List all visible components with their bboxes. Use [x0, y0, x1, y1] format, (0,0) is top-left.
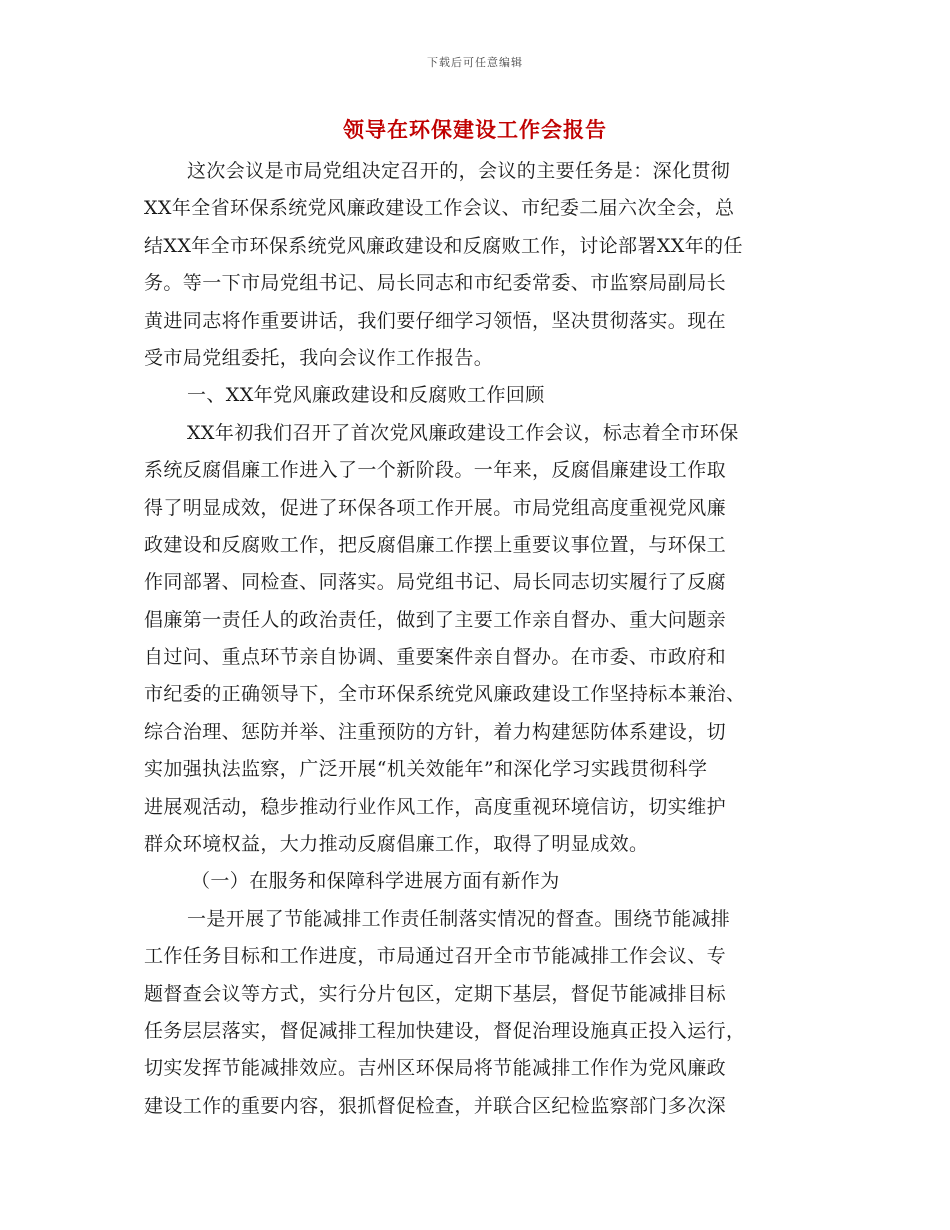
body-line: 受市局党组委托，我向会议作工作报告。: [144, 346, 494, 369]
body-line: 作同部署、同检查、同落实。局党组书记、局长同志切实履行了反腐: [144, 571, 727, 594]
document-title: 领导在环保建设工作会报告: [343, 117, 607, 142]
body-line: 建设工作的重要内容，狠抓督促检查，并联合区纪检监察部门多次深: [144, 1094, 727, 1117]
body-line: 自过问、重点环节亲自协调、重要案件亲自督办。在市委、市政府和: [144, 646, 727, 669]
body-line: XX年全省环保系统党风廉政建设工作会议、市纪委二届六次全会，总: [144, 197, 735, 220]
body-line: 倡廉第一责任人的政治责任，做到了主要工作亲自督办、重大问题亲: [144, 608, 727, 631]
body-line: 综合治理、惩防并举、注重预防的方针，着力构建惩防体系建设，切: [144, 720, 727, 743]
body-line: 切实发挥节能减排效应。吉州区环保局将节能减排工作作为党风廉政: [144, 1057, 727, 1080]
body-line: 系统反腐倡廉工作进入了一个新阶段。一年来，反腐倡廉建设工作取: [144, 459, 727, 482]
document-body: [144, 153, 810, 1125]
body-line: 实加强执法监察，广泛开展“机关效能年”和深化学习实践贯彻科学: [144, 758, 708, 781]
body-line: XX年初我们召开了首次党风廉政建设工作会议，标志着全市环保: [187, 421, 739, 444]
header-note: 下载后可任意编辑: [427, 56, 523, 69]
body-line: 任务层层落实，督促减排工程加快建设，督促治理设施真正投入运行，: [144, 1019, 746, 1042]
body-line: 一是开展了节能减排工作责任制落实情况的督查。围绕节能减排: [187, 907, 731, 930]
section-heading: 一、XX年党风廉政建设和反腐败工作回顾: [187, 384, 545, 407]
body-line: 黄进同志将作重要讲话，我们要仔细学习领悟，坚决贯彻落实。现在: [144, 309, 727, 332]
body-line: 工作任务目标和工作进度，市局通过召开全市节能减排工作会议、专: [144, 945, 727, 968]
subsection-heading: （一）在服务和保障科学进展方面有新作为: [191, 870, 560, 893]
body-line: 这次会议是市局党组决定召开的，会议的主要任务是：深化贯彻: [187, 160, 731, 182]
body-line: 市纪委的正确领导下，全市环保系统党风廉政建设工作坚持标本兼治、: [144, 683, 746, 706]
body-line: 务。等一下市局党组书记、局长同志和市纪委常委、市监察局副局长: [144, 272, 727, 295]
body-line: 政建设和反腐败工作，把反腐倡廉工作摆上重要议事位置，与环保工: [144, 533, 727, 556]
body-line: 题督查会议等方式，实行分片包区，定期下基层，督促节能减排目标: [144, 982, 727, 1005]
body-line: 得了明显成效，促进了环保各项工作开展。市局党组高度重视党风廉: [144, 496, 727, 519]
body-line: 结XX年全市环保系统党风廉政建设和反腐败工作，讨论部署XX年的任: [144, 234, 743, 257]
body-line: 进展观活动，稳步推动行业作风工作，高度重视环境信访，切实维护: [144, 795, 727, 818]
body-line: 群众环境权益，大力推动反腐倡廉工作，取得了明显成效。: [144, 833, 649, 856]
